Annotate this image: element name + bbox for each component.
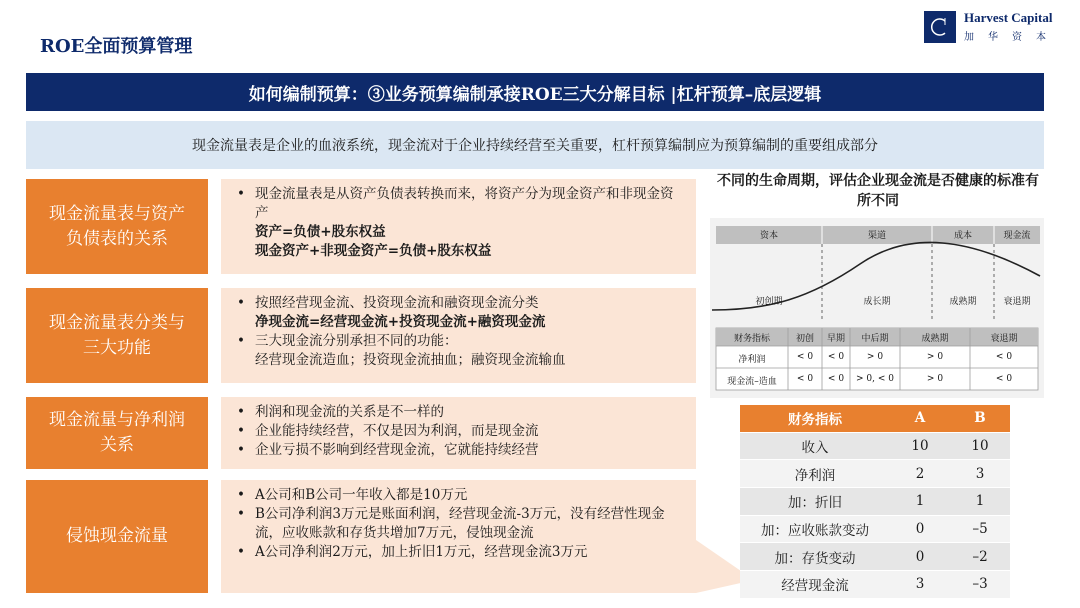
fin-cell-b: –3 (950, 571, 1010, 599)
lc-table-cell: < 0 (827, 374, 845, 384)
row-body-net-profit (221, 397, 696, 469)
bullet-item: • 企业能持续经营，不仅是因为利润，而是现金流 (231, 422, 686, 441)
fin-cell-metric: 经营现金流 (740, 571, 890, 599)
stage-header-cashflow: 现金流 (1003, 231, 1031, 241)
stage-startup: 初创期 (755, 297, 783, 307)
lc-table-header: 衰退期 (990, 334, 1018, 344)
row-body-balance-sheet (221, 179, 696, 274)
bullet-item: • B公司净利润3万元是账面利润，经营现金流-3万元，没有经营性现金流，应收账款和存货共增加7万元，侵蚀现金流 (231, 505, 686, 543)
stage-growth: 成长期 (863, 297, 891, 307)
logo-text-cn: 加华资本 (964, 32, 1060, 43)
fin-cell-b: –5 (950, 515, 1010, 543)
subtitle-bar: 现金流量表是企业的血液系统，现金流对于企业持续经营至关重要，杠杆预算编制应为预算编制的重要组成部分 (26, 121, 1044, 169)
bullet-item: • A公司净利润2万元，加上折旧1万元，经营现金流3万元 (231, 543, 686, 562)
logo (924, 10, 1060, 43)
fin-cell-metric: 收入 (740, 432, 890, 460)
table-row (740, 488, 1010, 516)
fin-cell-b: 10 (950, 432, 1010, 460)
fin-cell-a: 10 (890, 432, 950, 460)
bullet-item: • 利润和现金流的关系是不一样的 (231, 403, 686, 422)
formula-line: 净现金流=经营现金流+投资现金流+融资现金流 (255, 314, 546, 331)
row-body-classification (221, 288, 696, 383)
fin-cell-a: 3 (890, 571, 950, 599)
lc-table-cell: < 0 (796, 352, 814, 362)
lc-table-cell: 净利润 (738, 355, 766, 365)
lifecycle-title: 不同的生命周期，评估企业现金流是否健康的标准有所不同 (717, 173, 1039, 209)
table-row (740, 432, 1010, 460)
fin-header-metric: 财务指标 (740, 405, 890, 432)
fin-table-header-row (740, 405, 1010, 432)
lc-table-cell: > 0 (926, 374, 944, 384)
financial-table (740, 405, 1010, 599)
lc-table-cell: > 0 (866, 352, 884, 362)
row-label-text: 现金流量与净利润关系 (49, 410, 185, 455)
fin-cell-metric: 净利润 (740, 460, 890, 488)
fin-cell-a: 0 (890, 543, 950, 571)
fin-cell-b: 3 (950, 460, 1010, 488)
row-label-erosion (26, 480, 208, 593)
lc-table-cell: < 0 (827, 352, 845, 362)
row-label-classification (26, 288, 208, 383)
row-label-net-profit (26, 397, 208, 469)
row-label-balance-sheet (26, 179, 208, 274)
table-row (740, 543, 1010, 571)
fin-cell-a: 0 (890, 515, 950, 543)
fin-cell-b: –2 (950, 543, 1010, 571)
lc-table-cell: 现金流–造血 (727, 377, 777, 387)
stage-header-channel: 渠道 (867, 231, 886, 241)
logo-text-en: Harvest Capital (964, 10, 1053, 25)
table-row (740, 515, 1010, 543)
lc-table-cell: > 0 (926, 352, 944, 362)
bullet-item: • 企业亏损不影响到经营现金流，它就能持续经营 (231, 441, 686, 460)
table-row (740, 571, 1010, 599)
fin-header-b: B (950, 405, 1010, 432)
stage-header-cost: 成本 (953, 231, 972, 241)
lc-table-header: 初创 (795, 334, 814, 344)
row-label-text: 现金流量表分类与三大功能 (49, 312, 185, 358)
page-title: ROE全面预算管理 (40, 36, 193, 57)
formula-line: 现金资产+非现金资产=负债+股东权益 (255, 243, 492, 260)
fin-header-a: A (890, 405, 950, 432)
bullet-item: • A公司和B公司一年收入都是10万元 (231, 486, 686, 505)
fin-cell-b: 1 (950, 488, 1010, 516)
lc-table-cell: < 0 (995, 352, 1013, 362)
lc-table-header: 中后期 (861, 334, 889, 344)
row-body-erosion (221, 480, 696, 593)
row-label-text: 现金流量表与资产负债表的关系 (49, 203, 185, 249)
fin-cell-a: 2 (890, 460, 950, 488)
lc-table-cell: > 0, < 0 (856, 374, 894, 384)
row-label-text: 侵蚀现金流量 (66, 526, 168, 547)
text-line: 经营现金流造血；投资现金流抽血；融资现金流输血 (255, 352, 566, 369)
fin-cell-metric: 加：存货变动 (740, 543, 890, 571)
bullet-item: • 现金流量表是从资产负债表转换而来，将资产分为现金资产和非现金资产 (231, 185, 686, 223)
fin-cell-metric: 加：折旧 (740, 488, 890, 516)
stage-mature: 成熟期 (949, 297, 977, 307)
lc-table-header: 财务指标 (733, 334, 770, 344)
lc-table-cell: < 0 (995, 374, 1013, 384)
logo-icon (924, 11, 956, 43)
stage-decline: 衰退期 (1003, 297, 1031, 307)
table-row (740, 460, 1010, 488)
lc-table-header: 成熟期 (921, 334, 949, 344)
section-banner: 如何编制预算：③业务预算编制承接ROE三大分解目标 |杠杆预算–底层逻辑 (26, 73, 1044, 111)
fin-cell-metric: 加：应收账款变动 (740, 515, 890, 543)
fin-cell-a: 1 (890, 488, 950, 516)
stage-header-capital: 资本 (759, 231, 778, 241)
lc-table-header: 早期 (826, 334, 845, 344)
lifecycle-diagram (710, 218, 1044, 398)
bullet-item: • 按照经营现金流、投资现金流和融资现金流分类 (231, 294, 686, 313)
formula-line: 资产=负债+股东权益 (255, 224, 386, 241)
lc-table-cell: < 0 (796, 374, 814, 384)
bullet-item: • 三大现金流分别承担不同的功能： (231, 332, 686, 351)
